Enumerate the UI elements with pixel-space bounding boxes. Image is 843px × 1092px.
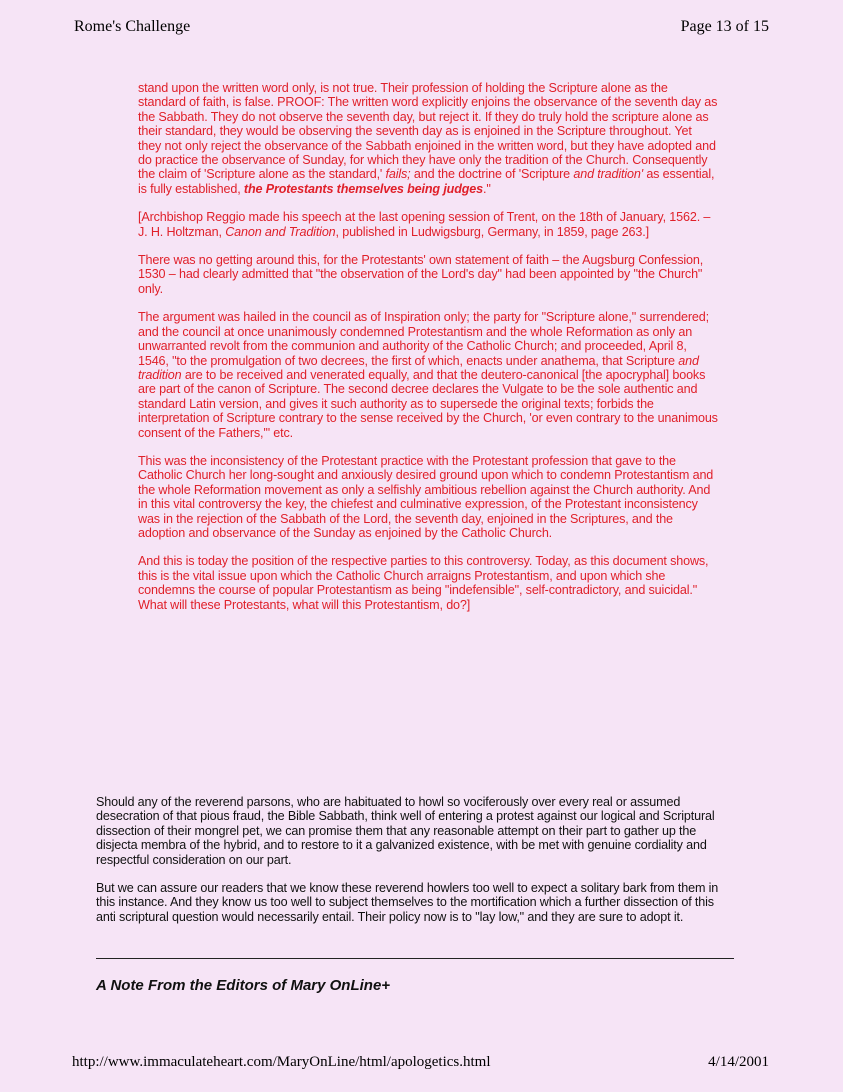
quoted-red-section [138, 81, 718, 626]
black-paragraph-1: Should any of the reverend parsons, who are habituated to howl so vociferously over every real or assumed desecration of that pious fraud, the Bible Sabbath, think well of entering a protest against our logical and Scriptural dissection of their mongrel pet, we can promise them that any reasonable attempt on their part to gather up the disjecta membra of the hybrid, and to restore to it a galvanized existence, with be met with genuine cordiality and respectful consideration on our part. [96, 795, 715, 867]
red-paragraph-3: There was no getting around this, for the Protestants' own statement of faith – the Augsburg Confession, 1530 – had clearly admitted that "the observation of the Lord's day" had been appointed by "the Church" only. [138, 253, 704, 296]
red-paragraph-4: The argument was hailed in the council as of Inspiration only; the party for "Scripture alone," surrendered; and the council at once unanimously condemned Protestantism and the whole Reformation as only an unwarranted revolt from the communion and authority of the Catholic Church; and proceeded, April 8, 1546, "to the promulgation of two decrees, the first of which, enacts under anathema, that Scripture and tradition are to be received and venerated equally, and that the deutero-canonical [the apocryphal] books are part of the canon of Scripture. The second decree declares the Vulgate to be the sole authentic and standard Latin version, and gives it such authority as to supersede the original texts; forbids the interpretation of Scripture contrary to the sense received by the Church, 'or even contrary to the unanimous consent of the Fathers,'" etc. [138, 310, 718, 440]
black-paragraph-2: But we can assure our readers that we know these reverend howlers too well to expect a solitary bark from them in this instance. And they know us too well to subject themselves to the mortification which a further dissection of this anti scriptural question would necessarily entail. Their policy now is to "lay low," and they are sure to adopt it. [96, 881, 719, 924]
editors-note-heading: A Note From the Editors of Mary OnLine+ [96, 977, 391, 994]
red-paragraph-6: And this is today the position of the respective parties to this controversy. Today, as this document shows, this is the vital issue upon which the Catholic Church arraigns Protestantism, and upon which she condemns the course of popular Protestantism as being "indefensible", self-contradictory, and suicidal." What will these Protestants, what will this Protestantism, do?] [138, 554, 709, 612]
horizontal-divider [96, 958, 734, 959]
body-black-section [96, 795, 722, 938]
footer-date: 4/14/2001 [708, 1054, 769, 1070]
red-paragraph-1: stand upon the written word only, is not true. Their profession of holding the Scripture alone as the standard of faith, is false. PROOF: The written word explicitly enjoins the observance of the seventh day as the Sabbath. They do not observe the seventh day, but reject it. If they do truly hold the scripture alone as their standard, they would be observing the seventh day as is enjoined in the Scripture throughout. Yet they not only reject the observance of the Sabbath enjoined in the written word, but they have adopted and do practice the observance of Sunday, for which they have only the tradition of the Church. Consequently the claim of 'Scripture alone as the standard,' fails; and the doctrine of 'Scripture and tradition' as essential, is fully established, the Protestants themselves being judges." [138, 81, 718, 196]
red-paragraph-2: [Archbishop Reggio made his speech at the last opening session of Trent, on the 18th of January, 1562. – J. H. Holtzman, Canon and Tradition, published in Ludwigsburg, Germany, in 1859, page 263.] [138, 210, 711, 239]
red-paragraph-5: This was the inconsistency of the Protestant practice with the Protestant profession that gave to the Catholic Church her long-sought and anxiously desired ground upon which to condemn Protestantism and the whole Reformation movement as only a selfishly ambitious rebellion against the Church authority. And in this vital controversy the key, the chiefest and culminative expression, of the Protestant inconsistency was in the rejection of the Sabbath of the Lord, the seventh day, enjoined in the Scriptures, and the adoption and observance of the Sunday as enjoined by the Catholic Church. [138, 453, 714, 540]
header-page-number: Page 13 of 15 [680, 18, 769, 35]
footer-url: http://www.immaculateheart.com/MaryOnLine/html/apologetics.html [72, 1054, 491, 1070]
header-title: Rome's Challenge [74, 18, 191, 35]
